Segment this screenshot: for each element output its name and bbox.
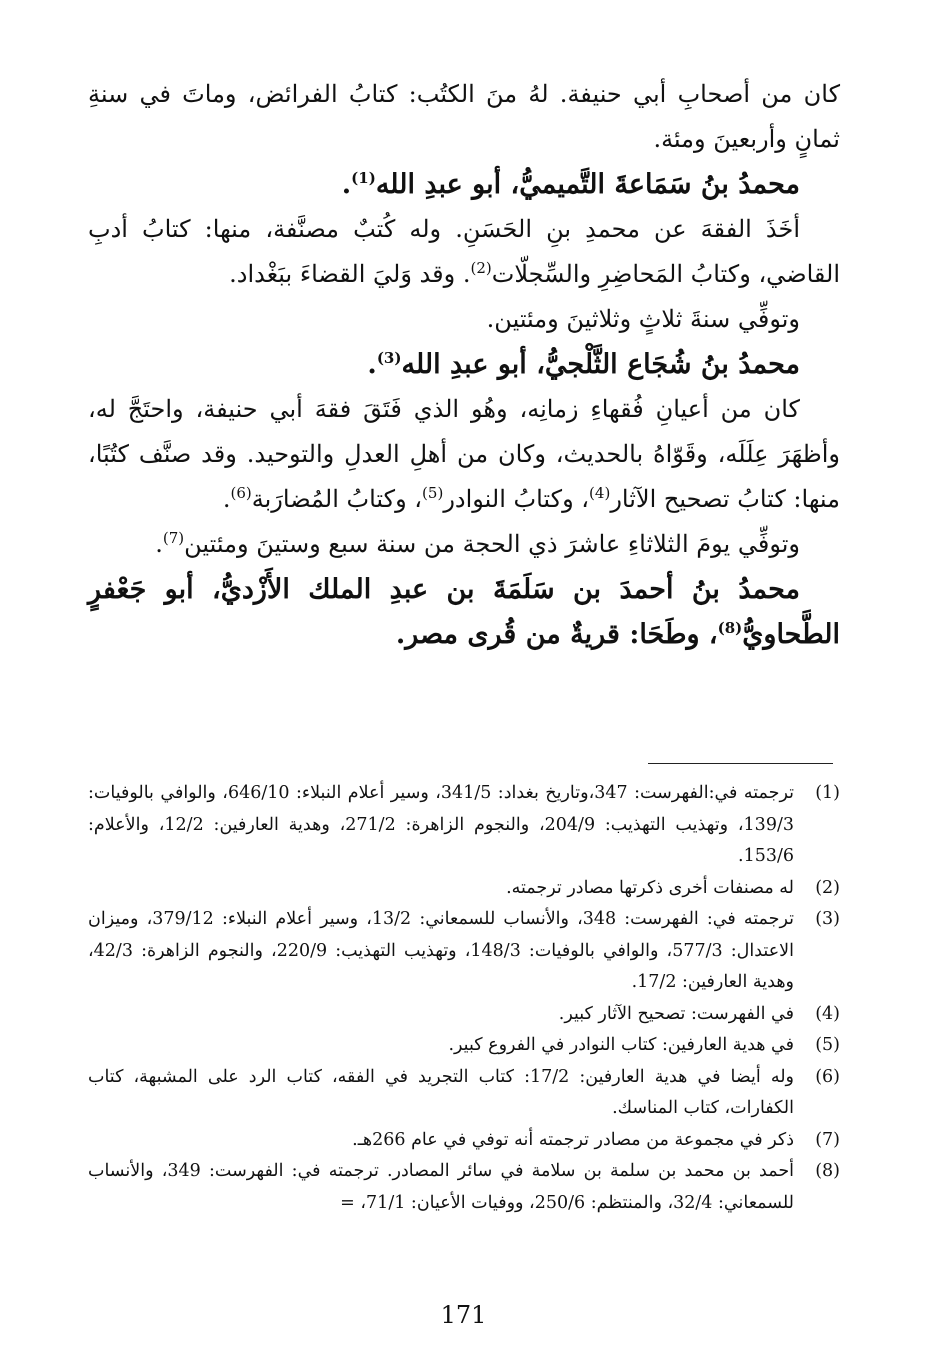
footnote-4 (88, 999, 840, 1031)
footnote-text: ترجمته في:الفهرست: 347،وتاريخ بغداد: 341/5، وسير أعلام النبلاء: 646/10، والوافي بالوفيات: 139/3، وتهذيب التهذيب: 204/9، والنجوم الزاهرة: 271/2، وهدية العارفين: 12/2، والأعلام: 153/6. (88, 783, 794, 866)
footnote-ref-5[interactable]: (5) (422, 484, 444, 502)
footnote-text: في هدية العارفين: كتاب النوادر في الفروع كبير. (448, 1035, 794, 1055)
footnote-number: (7) (815, 1129, 840, 1150)
footnote-number: (5) (815, 1035, 840, 1055)
paragraph-2: أخَذَ الفقهَ عن محمدِ بنِ الحَسَنِ. وله كُتبٌ مصنَّفة، منها: كتابُ أدبِ القاضي، وكتابُ المَحاضِرِ والسِّجلّات$^{(2)}$. وقد وَليَ القضاءَ ببَغْداد. (88, 215, 840, 288)
footnote-number: (1) (815, 783, 840, 803)
footnote-text: في الفهرست: تصحيح الآثار كبير. (558, 1003, 794, 1024)
main-text (88, 72, 840, 657)
footnote-number: (2) (815, 877, 840, 898)
footnote-5 (88, 1030, 840, 1062)
footnote-number: (3) (815, 909, 840, 929)
page-number: 171 (440, 1301, 487, 1329)
footnote-7 (88, 1125, 840, 1157)
footnote-ref-8[interactable]: (8) (717, 619, 743, 637)
footnote-ref-3[interactable]: (3) (376, 349, 402, 367)
paragraph-3: وتوفِّي سنةَ ثلاثٍ وثلاثينَ ومئتين. (486, 305, 800, 333)
entry-heading-3: محمدُ بنُ أحمدَ بن سَلَمَةَ بن عبدِ الملك الأَزْديُّ، أبو جَعْفرٍ الطَّحاويُّ$^{(8)}$، وطَحَا: قريةٌ من قُرى مصر. (88, 574, 840, 650)
footnote-3 (88, 904, 840, 999)
footnote-text: ترجمته في: الفهرست: 348، والأنساب للسمعاني: 13/2، وسير أعلام النبلاء: 379/12، وميزان الاعتدال: 577/3، والوافي بالوفيات: 148/3، وتهذيب التهذيب: 220/9، والنجوم الزاهرة: 42/3، وهدية العارفين: 17/2. (88, 909, 794, 992)
paragraph-1: كان من أصحابِ أبي حنيفة. لهُ منَ الكتُب: كتابُ الفرائض، وماتَ في سنةِ ثمانٍ وأربعينَ ومئة. (88, 80, 840, 153)
footnote-ref-2[interactable]: (2) (470, 259, 492, 277)
footnote-number: (4) (815, 1003, 840, 1024)
footnote-number: (8) (815, 1161, 840, 1181)
entry-heading-1: محمدُ بنُ سَمَاعةَ التَّميميُّ، أبو عبدِ الله$^{(1)}$. (341, 169, 800, 200)
footnote-text: وله أيضا في هدية العارفين: 17/2: كتاب التجريد في الفقه، كتاب الرد على المشبهة، كتاب الكفارات، كتاب المناسك. (88, 1066, 794, 1118)
footnote-ref-7[interactable]: (7) (162, 529, 185, 547)
footnote-divider (648, 763, 833, 764)
footnote-text: أحمد بن محمد بن سلمة بن سلامة في سائر المصادر. ترجمته في: الفهرست: 349، والأنساب للسمعاني: 32/4، والمنتظم: 250/6، ووفيات الأعيان: 71/1، = (88, 1161, 794, 1213)
footnote-2 (88, 873, 840, 905)
footnote-ref-6[interactable]: (6) (230, 484, 252, 502)
entry-heading-2: محمدُ بنُ شُجَاع الثَّلْجيُّ، أبو عبدِ الله$^{(3)}$. (367, 349, 800, 380)
footnote-number: (6) (815, 1066, 840, 1087)
footnote-8 (88, 1156, 840, 1219)
footnote-6 (88, 1062, 840, 1125)
footnote-1 (88, 778, 840, 873)
paragraph-4: كان من أعيانِ فُقهاءِ زمانِه، وهُو الذي فَتَقَ فقهَ أبي حنيفة، واحتَجَّ له، وأظهَرَ عِلَلَه، وقَوّاهُ بالحديث، وكان من أهلِ العدلِ والتوحيد. وقد صنَّف كتُبًا، منها: كتابُ تصحيح الآثار$^{(4)}$، وكتابُ النوادر$^{(5)}$، وكتابُ المُضارَبة$^{(6)}$. (88, 395, 840, 513)
footnote-ref-1[interactable]: (1) (351, 169, 376, 187)
footnote-text: له مصنفات أخرى ذكرتها مصادر ترجمته. (506, 877, 794, 898)
paragraph-5: وتوفِّي يومَ الثلاثاءِ عاشرَ ذي الحجة من سنة سبع وستينَ ومئتين$^{(7)}$. (155, 529, 800, 558)
footnote-ref-4[interactable]: (4) (589, 484, 611, 502)
footnote-text: ذكر في مجموعة من مصادر ترجمته أنه توفي في عام 266هـ. (352, 1129, 794, 1150)
footnotes (88, 778, 840, 1219)
